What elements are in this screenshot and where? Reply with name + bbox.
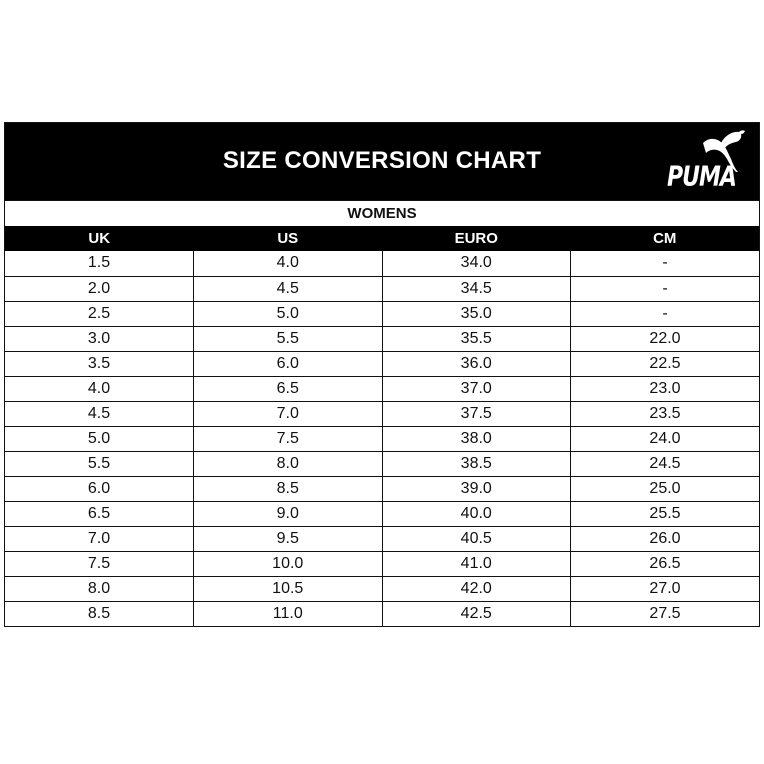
- cell-cm: 24.0: [571, 426, 760, 451]
- table-row: [5, 426, 759, 451]
- cell-uk: 3.0: [5, 326, 194, 351]
- cell-euro: 39.0: [382, 476, 571, 501]
- cell-uk: 8.5: [5, 601, 194, 626]
- size-conversion-chart: [4, 122, 760, 627]
- cell-cm: 24.5: [571, 451, 760, 476]
- cell-euro: 40.0: [382, 501, 571, 526]
- cell-uk: 4.5: [5, 401, 194, 426]
- brand-wordmark: PUMA: [667, 161, 736, 193]
- cell-euro: 40.5: [382, 526, 571, 551]
- cell-euro: 42.0: [382, 576, 571, 601]
- cell-cm: 26.5: [571, 551, 760, 576]
- cell-cm: -: [571, 301, 760, 326]
- cell-uk: 2.5: [5, 301, 194, 326]
- column-header-uk: UK: [5, 226, 194, 251]
- cell-cm: 22.0: [571, 326, 760, 351]
- table-body: [5, 251, 759, 626]
- cell-cm: 26.0: [571, 526, 760, 551]
- table-row: [5, 326, 759, 351]
- cell-cm: 27.5: [649, 604, 681, 622]
- cell-euro: 36.0: [382, 351, 571, 376]
- cell-cm: -: [571, 276, 760, 301]
- table-row: [5, 526, 759, 551]
- cell-cm: -: [571, 251, 760, 276]
- cell-cm: 25.5: [571, 501, 760, 526]
- cell-uk: 5.5: [5, 451, 194, 476]
- table-row: [5, 301, 759, 326]
- cell-us: 5.5: [194, 326, 383, 351]
- cell-euro: 34.5: [382, 276, 571, 301]
- cell-uk: 1.5: [5, 251, 194, 276]
- cell-euro: 42.5: [382, 601, 571, 626]
- cell-euro: 38.5: [382, 451, 571, 476]
- table-row: [5, 501, 759, 526]
- cell-us: 9.5: [194, 526, 383, 551]
- table-row: [5, 551, 759, 576]
- table-row: [5, 401, 759, 426]
- column-header-cm: CM: [571, 226, 760, 251]
- column-header-euro: EURO: [382, 226, 571, 251]
- cell-euro: 37.0: [382, 376, 571, 401]
- chart-banner: [5, 123, 759, 200]
- cell-us: 5.0: [194, 301, 383, 326]
- cell-us: 7.0: [194, 401, 383, 426]
- cell-cm: 27.0: [571, 576, 760, 601]
- table-row: [5, 376, 759, 401]
- table-header-row: [5, 226, 759, 251]
- cell-uk: 8.0: [5, 576, 194, 601]
- cell-uk: 2.0: [5, 276, 194, 301]
- table-row: [5, 601, 759, 626]
- cell-us: 4.0: [194, 251, 383, 276]
- cell-us: 6.5: [194, 376, 383, 401]
- cell-us: 9.0: [194, 501, 383, 526]
- cell-uk: 7.0: [5, 526, 194, 551]
- cell-uk: 3.5: [5, 351, 194, 376]
- chart-title: SIZE CONVERSION CHART: [222, 147, 542, 174]
- cell-us: 7.5: [194, 426, 383, 451]
- cell-euro: 35.0: [382, 301, 571, 326]
- table-row: [5, 351, 759, 376]
- cell-us: 10.5: [194, 576, 383, 601]
- table-row: [5, 251, 759, 276]
- cell-us: 8.5: [194, 476, 383, 501]
- cell-us: 6.0: [194, 351, 383, 376]
- size-table: [5, 226, 759, 626]
- cell-uk: 4.0: [5, 376, 194, 401]
- table-row: [5, 576, 759, 601]
- cell-uk: 6.0: [5, 476, 194, 501]
- cell-euro: 37.5: [382, 401, 571, 426]
- cell-cm: 23.0: [571, 376, 760, 401]
- cell-us: 10.0: [194, 551, 383, 576]
- cell-euro: 34.0: [382, 251, 571, 276]
- table-row: [5, 276, 759, 301]
- cell-cm: 25.0: [571, 476, 760, 501]
- cell-cm: 22.5: [571, 351, 760, 376]
- cell-euro: 38.0: [382, 426, 571, 451]
- puma-logo: [663, 129, 749, 195]
- table-row: [5, 451, 759, 476]
- table-row: [5, 476, 759, 501]
- cell-euro: 41.0: [382, 551, 571, 576]
- cell-us: 11.0: [194, 601, 383, 626]
- cell-euro: 35.5: [382, 326, 571, 351]
- cell-us: 8.0: [194, 451, 383, 476]
- column-header-us: US: [194, 226, 383, 251]
- section-label: WOMENS: [5, 200, 759, 226]
- cell-cm: 23.5: [571, 401, 760, 426]
- cell-uk: 6.5: [5, 501, 194, 526]
- cell-uk: 5.0: [5, 426, 194, 451]
- cell-uk: 7.5: [5, 551, 194, 576]
- cell-us: 4.5: [194, 276, 383, 301]
